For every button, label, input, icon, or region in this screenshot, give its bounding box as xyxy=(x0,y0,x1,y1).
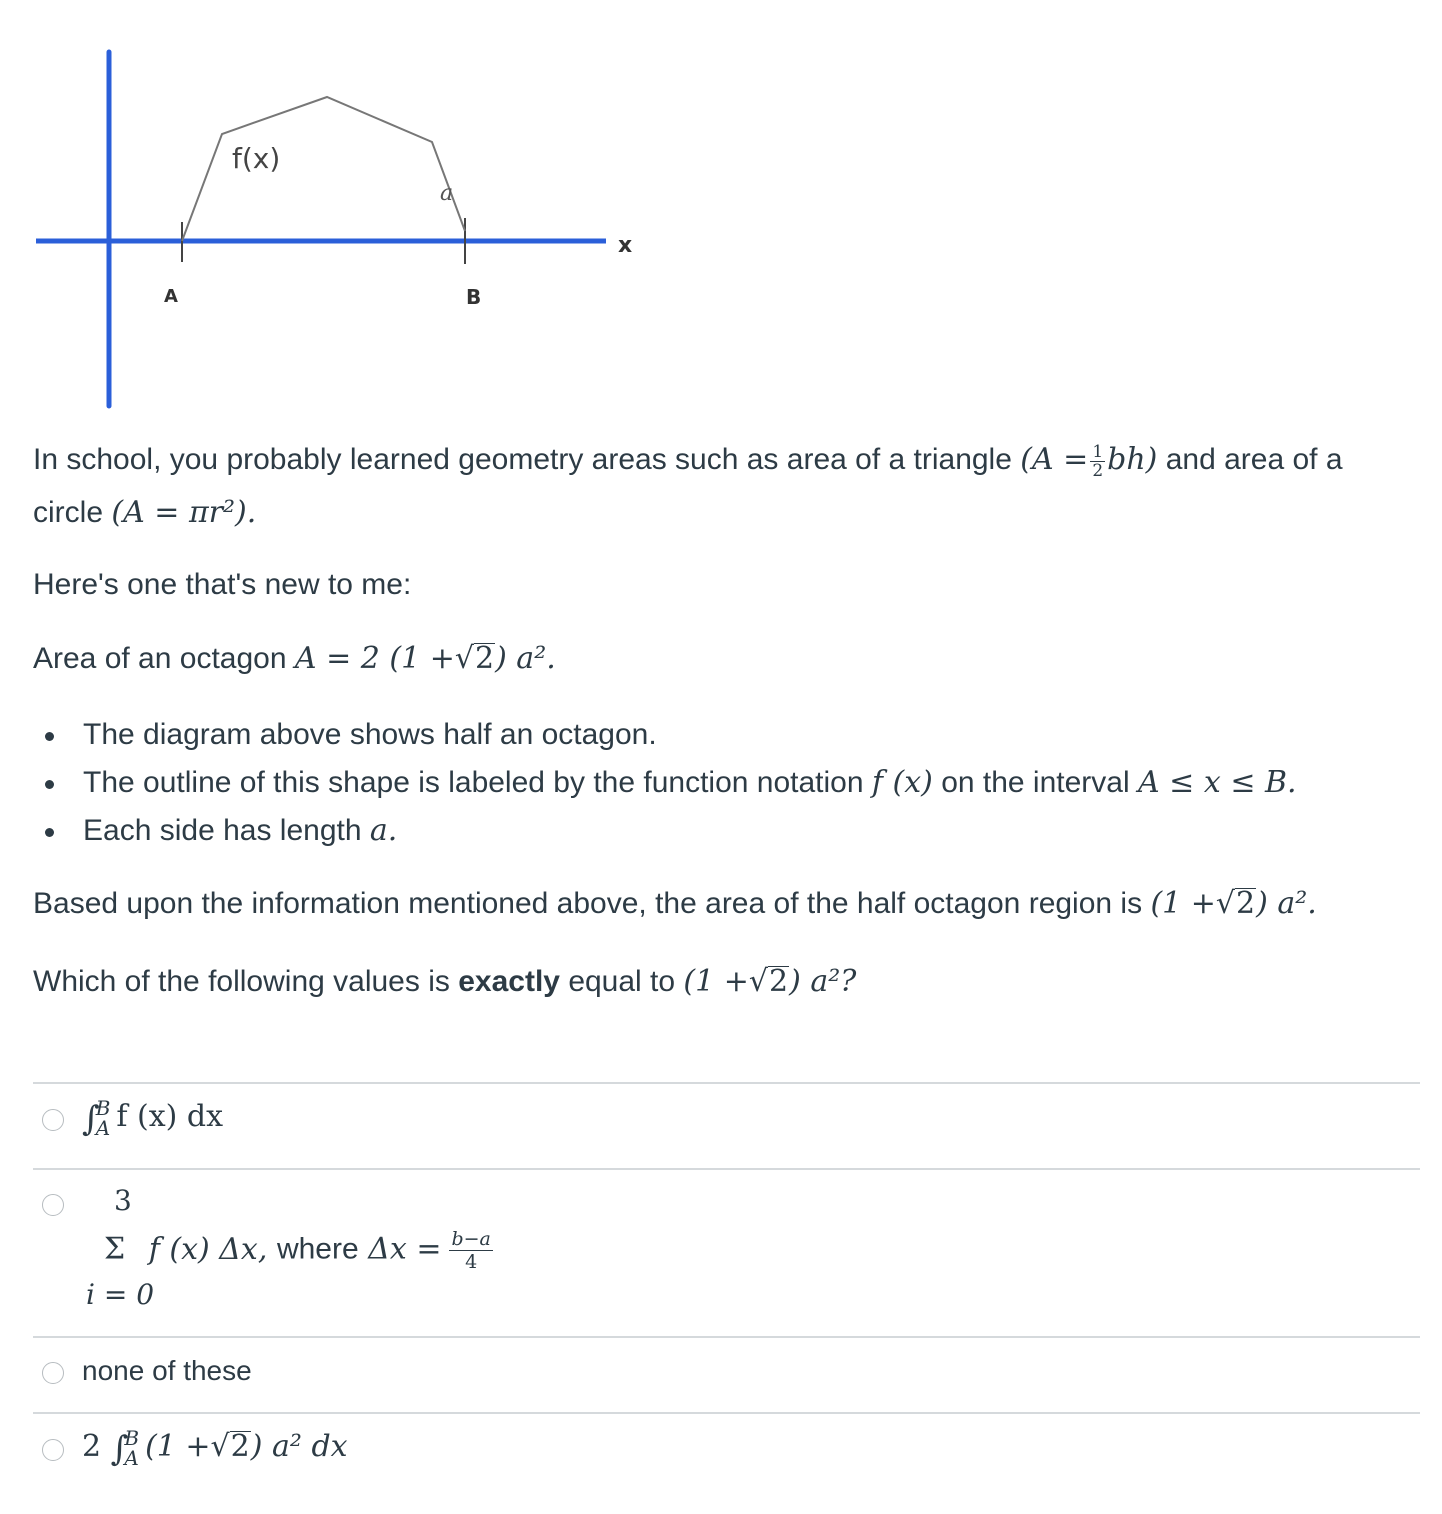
bullet-text: Each side has length xyxy=(83,814,362,847)
triangle-formula-suffix: bh) xyxy=(1107,442,1158,477)
option-1-expr: f (x) dx xyxy=(116,1099,224,1134)
bullet-var: a. xyxy=(369,813,398,848)
intro-line-1 xyxy=(33,434,1343,486)
triangle-formula-prefix: (A = xyxy=(1020,442,1089,477)
sqrt-radicand: 2 xyxy=(230,1429,250,1464)
upper-limit: B xyxy=(124,1426,140,1450)
octagon-formula-lhs: A = 2 (1 + xyxy=(294,641,455,676)
half-octagon-diagram xyxy=(0,0,700,420)
bullet-func: f (x) xyxy=(871,765,933,800)
bullet-text: The diagram above shows half an octagon. xyxy=(83,718,657,751)
intro-text: In school, you probably learned geometry areas such as area of a triangle xyxy=(33,443,1012,476)
divider xyxy=(33,1336,1420,1338)
divider xyxy=(33,1412,1420,1414)
octagon-formula-rhs: ) a². xyxy=(495,641,556,676)
where-text: where xyxy=(276,1232,359,1266)
frac-den: 4 xyxy=(465,1251,478,1273)
bullet-text: The outline of this shape is labeled by the function notation xyxy=(83,766,864,799)
circle-word: circle xyxy=(33,496,104,529)
coef: 2 xyxy=(82,1429,102,1464)
sum-symbol: Σ xyxy=(104,1231,126,1267)
option-2-label[interactable] xyxy=(104,1228,495,1273)
sqrt-sign: √ xyxy=(1215,886,1236,921)
option-3-label[interactable]: none of these xyxy=(82,1355,252,1386)
sqrt-radicand: 2 xyxy=(474,641,495,676)
based-upon-text: Based upon the information mentioned above, the area of the half octagon region is xyxy=(33,887,1143,920)
expr-lhs: (1 + xyxy=(145,1429,211,1464)
sum-top: 3 xyxy=(114,1184,132,1217)
side-a-label: a xyxy=(440,181,454,206)
which-formula-rhs: ) a²? xyxy=(789,964,857,999)
circle-formula: (A = πr²). xyxy=(111,495,257,530)
sum-expr: f (x) Δx, xyxy=(148,1231,268,1267)
octagon-outline xyxy=(182,97,465,241)
point-b-label: B xyxy=(466,285,482,309)
and-area-text: and area of a xyxy=(1165,443,1343,476)
intro-line-2 xyxy=(33,487,256,539)
sqrt-sign: √ xyxy=(210,1429,230,1464)
divider xyxy=(33,1168,1420,1170)
lower-limit: A xyxy=(95,1116,111,1140)
which-text-post: equal to xyxy=(568,965,676,998)
expr-rhs: ) a² dx xyxy=(250,1429,348,1464)
sqrt-radicand: 2 xyxy=(1236,886,1256,921)
option-4-radio[interactable] xyxy=(42,1439,64,1461)
frac-num: 1 xyxy=(1092,441,1104,462)
sqrt-sign: √ xyxy=(454,641,474,676)
lower-limit: A xyxy=(124,1446,139,1470)
which-text-bold: exactly xyxy=(458,965,560,998)
which-formula-lhs: (1 + xyxy=(683,964,749,999)
upper-limit: B xyxy=(95,1096,111,1120)
frac-num: b−a xyxy=(451,1228,491,1250)
bullet-item xyxy=(33,809,1297,857)
bullet-item xyxy=(33,761,1297,809)
option-1-label[interactable] xyxy=(82,1098,223,1139)
based-upon-line xyxy=(33,878,1317,930)
integral-limits xyxy=(124,1428,139,1468)
based-formula-lhs: (1 + xyxy=(1150,886,1216,921)
based-formula-rhs: ) a². xyxy=(1256,886,1317,921)
point-a-label: A xyxy=(164,286,178,307)
which-text-pre: Which of the following values is xyxy=(33,965,450,998)
bullet-item xyxy=(33,713,1297,761)
sqrt-sign: √ xyxy=(748,964,769,999)
option-4-label[interactable] xyxy=(82,1428,348,1469)
delta-x: Δx = xyxy=(368,1231,442,1267)
triangle-frac xyxy=(1090,443,1105,480)
info-bullets xyxy=(33,713,1297,857)
new-to-me-text: Here's one that's new to me: xyxy=(33,568,412,601)
delta-frac xyxy=(449,1228,492,1273)
octagon-text: Area of an octagon xyxy=(33,642,287,675)
x-axis-label: x xyxy=(618,233,633,258)
which-line xyxy=(33,956,856,1008)
integral-limits xyxy=(96,1098,111,1138)
bullet-mid: on the interval xyxy=(941,766,1130,799)
option-1-radio[interactable] xyxy=(42,1109,64,1131)
option-3-radio[interactable] xyxy=(42,1362,64,1384)
integral-sign: ∫ xyxy=(110,1429,129,1469)
option-2-radio[interactable] xyxy=(42,1194,64,1216)
divider xyxy=(33,1082,1420,1084)
integral-sign: ∫ xyxy=(82,1099,100,1139)
frac-den: 2 xyxy=(1092,460,1104,481)
octagon-line xyxy=(33,633,556,685)
fx-label: f(x) xyxy=(232,142,281,175)
sum-bottom: i = 0 xyxy=(86,1278,155,1311)
bullet-interval: A ≤ x ≤ B. xyxy=(1137,765,1297,800)
sqrt-radicand: 2 xyxy=(769,964,789,999)
